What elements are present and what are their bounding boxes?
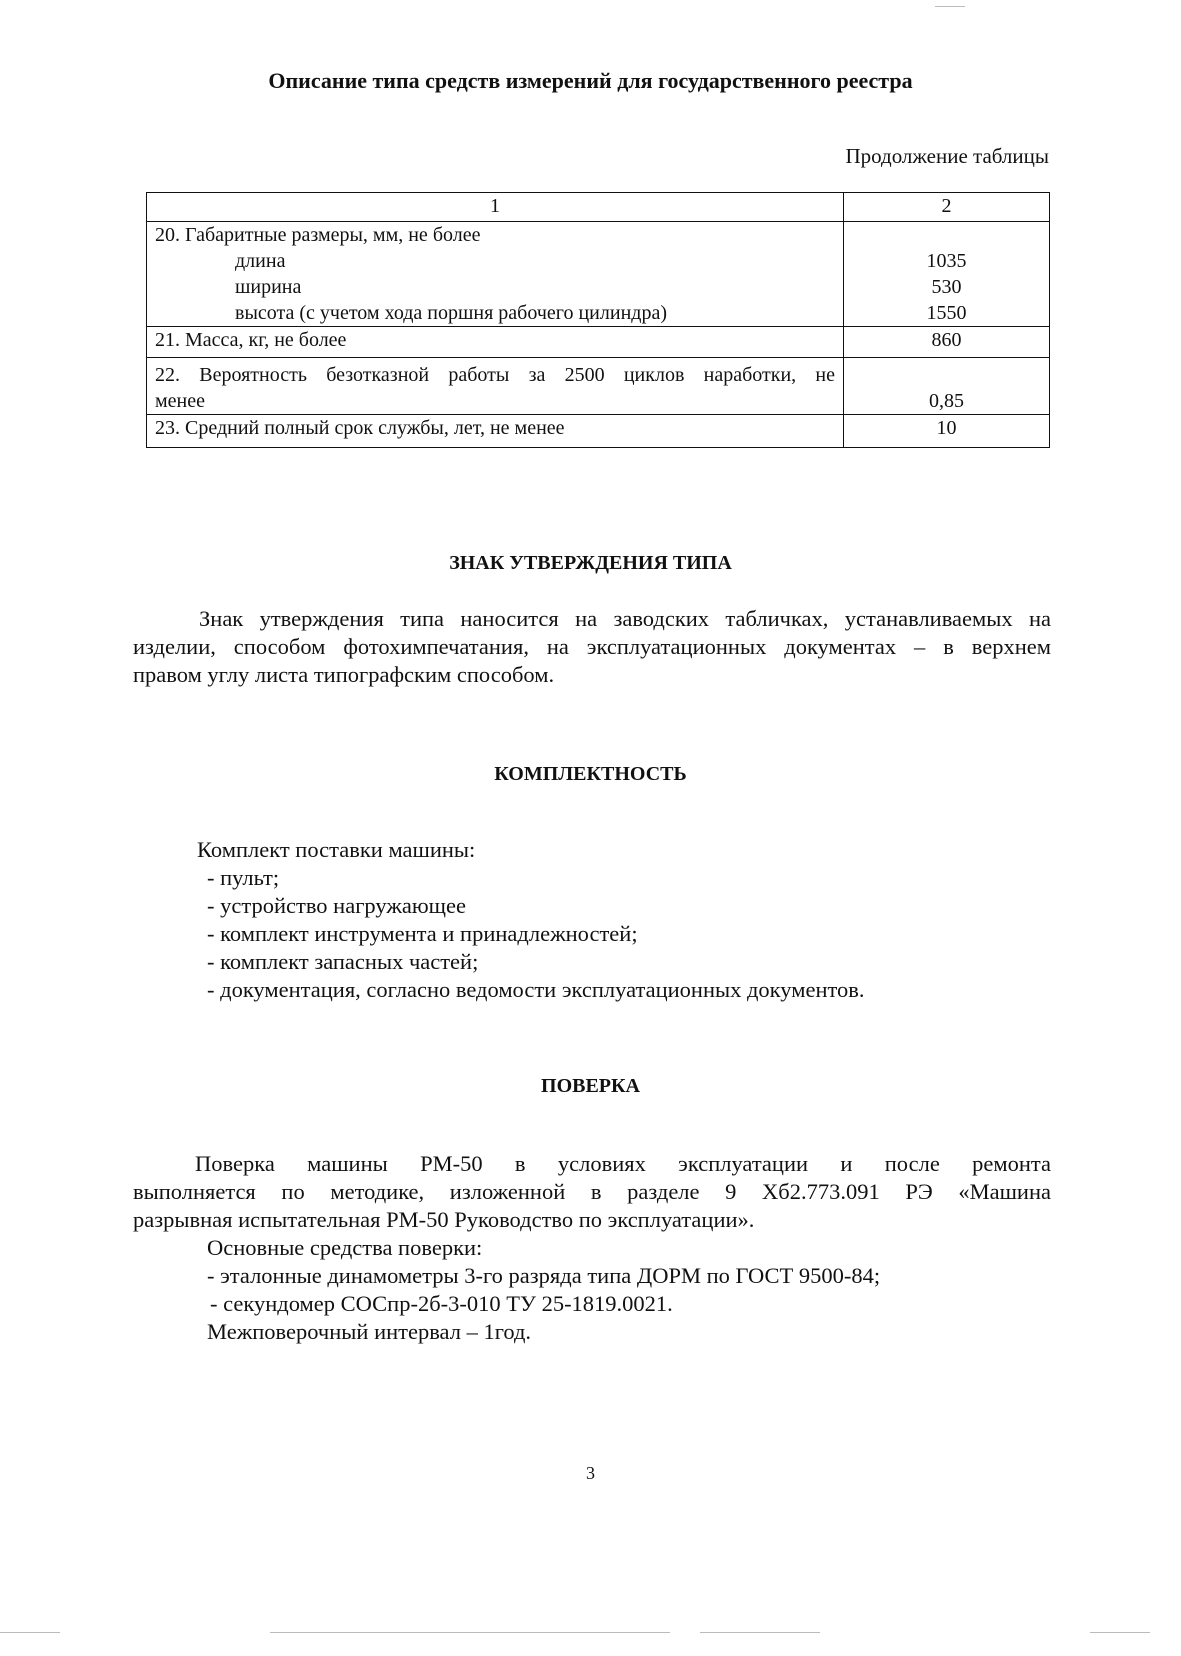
reliability-label <box>147 358 844 415</box>
completeness-section-title: КОМПЛЕКТНОСТЬ <box>494 763 687 785</box>
approval-line-3: правом углу листа типографским способом. <box>133 662 555 687</box>
reliability-label-line1: 22. Вероятность безотказной работы за 2500 циклов наработки, не <box>155 364 835 386</box>
length-value: 1035 <box>926 250 967 272</box>
specifications-table <box>146 192 1050 448</box>
verification-interval: Межповерочный интервал – 1год. <box>207 1319 532 1344</box>
table-header-row <box>147 193 1050 222</box>
scan-artifact-line <box>270 1632 670 1633</box>
verification-means-list <box>207 1234 880 1346</box>
height-label: высота (с учетом хода поршня рабочего цилиндра) <box>235 302 667 324</box>
column-header-2: 2 <box>844 193 1050 222</box>
scan-artifact-line <box>1090 1632 1150 1633</box>
reliability-label-line2: менее <box>155 390 205 412</box>
list-item: - пульт; <box>207 865 280 890</box>
table-row <box>147 358 1050 415</box>
completeness-intro: Комплект поставки машины: <box>197 837 476 862</box>
table-row <box>147 222 1050 327</box>
table-row <box>147 327 1050 358</box>
mass-label: 21. Масса, кг, не более <box>147 327 844 358</box>
approval-line-2: изделии, способом фотохимпечатания, на эксплуатационных документах – в верхнем <box>133 634 1051 659</box>
list-item: - комплект запасных частей; <box>207 949 479 974</box>
length-label: длина <box>235 250 286 272</box>
verification-means-intro: Основные средства поверки: <box>207 1235 483 1260</box>
scan-artifact-line <box>0 1632 60 1633</box>
height-value: 1550 <box>926 302 967 324</box>
row-values-dimensions <box>844 222 1050 327</box>
completeness-list <box>197 836 865 1004</box>
approval-paragraph <box>133 605 1051 689</box>
reliability-value: 0,85 <box>844 358 1050 415</box>
width-value: 530 <box>931 276 962 298</box>
width-label: ширина <box>235 276 302 298</box>
verification-line-2: выполняется по методике, изложенной в разделе 9 Хб2.773.091 РЭ «Машина <box>133 1179 1051 1204</box>
table-continuation-note: Продолжение таблицы <box>845 144 1049 168</box>
verification-section-title: ПОВЕРКА <box>541 1075 640 1097</box>
row-label-dimensions <box>147 222 844 327</box>
list-item: - устройство нагружающее <box>207 893 466 918</box>
service-life-value: 10 <box>844 415 1050 448</box>
table-row <box>147 415 1050 448</box>
column-header-1: 1 <box>147 193 844 222</box>
approval-line-1: Знак утверждения типа наносится на заводских табличках, устанавливаемых на <box>199 606 1051 631</box>
dimensions-label: 20. Габаритные размеры, мм, не более <box>155 224 481 246</box>
service-life-label: 23. Средний полный срок службы, лет, не менее <box>147 415 844 448</box>
list-item: - эталонные динамометры 3-го разряда типа ДОРМ по ГОСТ 9500-84; <box>207 1263 881 1288</box>
approval-section-title: ЗНАК УТВЕРЖДЕНИЯ ТИПА <box>449 552 732 574</box>
list-item: - секундомер СОСпр-2б-3-010 ТУ 25-1819.0021. <box>210 1291 673 1316</box>
document-title: Описание типа средств измерений для государственного реестра <box>268 68 913 93</box>
list-item: - документация, согласно ведомости эксплуатационных документов. <box>207 977 865 1002</box>
verification-paragraph <box>133 1150 1051 1234</box>
scan-artifact-line <box>700 1632 820 1633</box>
verification-line-3: разрывная испытательная РМ-50 Руководство по эксплуатации». <box>133 1207 755 1232</box>
mass-value: 860 <box>844 327 1050 358</box>
page-number: 3 <box>586 1463 595 1483</box>
scan-artifact-line <box>935 6 965 7</box>
list-item: - комплект инструмента и принадлежностей; <box>207 921 638 946</box>
verification-line-1: Поверка машины РМ-50 в условиях эксплуатации и после ремонта <box>195 1151 1051 1176</box>
